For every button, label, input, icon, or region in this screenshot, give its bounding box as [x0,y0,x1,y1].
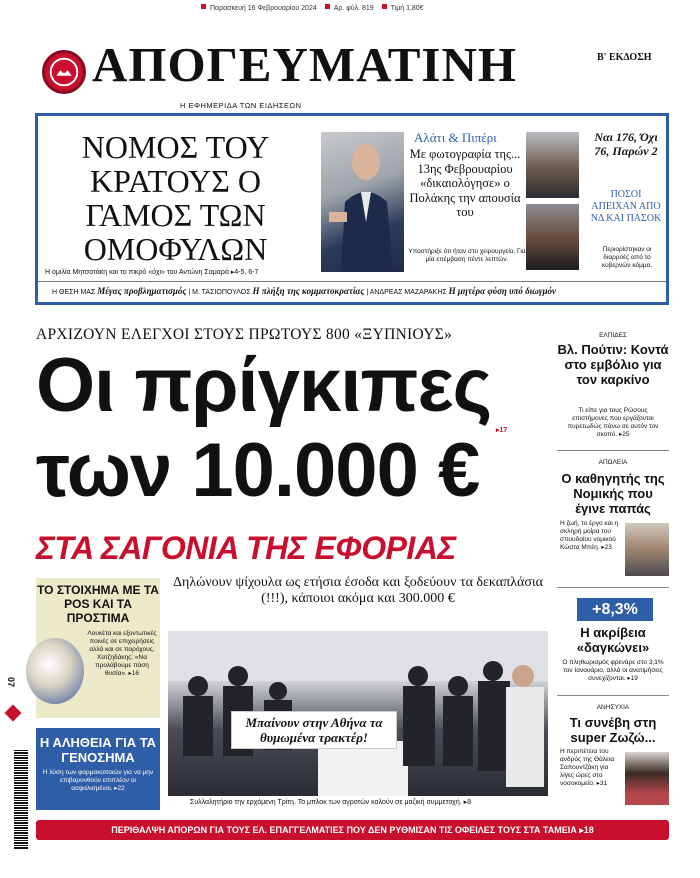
inflation-badge: +8,3% [577,598,653,621]
photo-overlay-caption: Μπαίνουν στην Αθήνα τα θυμωμένα τρακτέρ! [231,711,397,749]
kathigitis-headline: Ο καθηγητής της Νομικής που έγινε παπάς [561,471,665,516]
divider [557,450,669,451]
health-text: Η λύση των φαρμακοποιών για να μην επιβαρυνθούν επιπλέον οι ασφαλισμένοι. ▸22 [42,769,154,792]
main-kicker: ΑΡΧΙΖΟΥΝ ΕΛΕΓΧΟΙ ΣΤΟΥΣ ΠΡΩΤΟΥΣ 800 «ΞΥΠΝΙΟΥΣ» [36,326,453,343]
nomos-headline: ΝΟΜΟΣ ΤΟΥ ΚΡΑΤΟΥΣ Ο ΓΑΜΟΣ ΤΩΝ ΟΜΟΦΥΛΩΝ [81,129,270,267]
putin-text: Τι είπε για τους Ρώσους επιστήμονες που εργάζονται πυρετωδώς πάνω σε αυτόν τον σκοπό. ▸25 [567,407,659,438]
barcode [14,750,28,850]
columns-row: Η ΘΕΣΗ ΜΑΣ Μέγας προβληματισμός | Μ. ΤΑΣΙΟΠΟΥΛΟΣ Η πλήξη της κομματοκρατίας | ΑΝΔΡΕΑΣ ΜΑΖΑΡΑΚΗΣ Η μητέρα φύση υπό διωγμόν [52,286,557,296]
pos-title: ΤΟ ΣΤΟΙΧΗΜΑ ΜΕ ΤΑ POS ΚΑΙ ΤΑ ΠΡΟΣΤΙΜΑ [37,583,159,625]
akriveia-text: Ο πληθωρισμός φρενάρε στο 3,1% τον Ιανουάριο, αλλά οι ανατιμήσεις συνεχίζονται. ▸19 [562,659,664,682]
apoleia-tag: ΑΠΩΛΕΙΑ [598,459,628,466]
vote-result: Ναι 176, Όχι 76, Παρών 2 [594,130,658,158]
column-title: Η μητέρα φύση υπό διωγμόν [448,286,557,296]
alati-text: Με φωτογραφία της... 13ης Φεβρουαρίου «δικαιολόγησε» ο Πολάκης την απουσία του [409,147,521,219]
divider [557,695,669,696]
zozo-headline: Τι συνέβη στη super Ζωζώ... [569,715,657,745]
pos-text: Λουκέτα και εξοντωτικές ποινές σε επιχειρήσεις αλλά και σε παρόχους. Χατζηδάκης: «Να προλάβουμε πάση θυσία». ▸16 [87,630,157,677]
zozo-text: Η περιπέτεια του ανδρός της Θάλεια Σαπουντζάκη για λίγες ώρες στο νοσοκομείο. ▸31 [560,748,615,787]
alati-caption: Υποστήριξε ότι ήταν στο χειρουργείο. Για μία επέμβαση πέντε λεπτών. [408,248,526,263]
page-ref: ▸17 [496,427,508,434]
dateline: Παρασκευή 16 Φεβρουαρίου 2024 Αρ. φύλ. 819 Τιμή 1,80€ [195,4,424,12]
putin-headline: Βλ. Πούτιν: Κοντά στο εμβόλιο για τον καρκίνο [557,342,669,387]
column-author: ΑΝΔΡΕΑΣ ΜΑΖΑΡΑΚΗΣ [369,289,447,296]
logo-seal-icon [42,50,86,94]
column-author: Η ΘΕΣΗ ΜΑΣ [52,289,96,296]
main-headline-line2: των 10.000 € [36,428,480,513]
anixyxia-tag: ΑΝΗΣΥΧΙΑ [596,704,630,711]
kathigitis-photo [625,523,669,576]
nomos-caption: Η ομιλία Μητσοτάκη και το πικρό «όχι» του Αντώνη Σαμαρά ▸4-5, 6-7 [45,269,259,276]
deck: Δηλώνουν ψίχουλα ως ετήσια έσοδα και ξοδεύουν τα δεκαπλάσια (!!!), κάποιοι ακόμα και 300.000 € [173,575,543,606]
column-title: Η πλήξη της κομματοκρατίας [252,286,365,296]
akriveia-headline: Η ακρίβεια «δαγκώνει» [576,625,650,655]
column-author: Μ. ΤΑΣΙΟΠΟΥΛΟΣ [192,289,251,296]
polakis-photo-1 [526,132,579,198]
pm-photo [321,132,404,272]
polakis-photo-2 [526,204,579,270]
sub-headline: ΣΤΑ ΣΑΓΟΝΙΑ ΤΗΣ ΕΦΟΡΙΑΣ [36,530,456,566]
posoi-caption: Περιορίστηκαν οι διαρροές από το κυβερνών κόμμα. [601,246,653,269]
newspaper-title: ΑΠΟΓΕΥΜΑΤΙΝΗ [92,37,517,92]
kathigitis-text: Η ζωή, το έργο και η σκληρή μοίρα του σπουδαίου νομικού Κώστα Μπέη. ▸23 [560,520,619,551]
posoi-headline: ΠΟΣΟΙ ΑΠΕΙΧΑΝ ΑΠΟ ΝΔ ΚΑΙ ΠΑΣΟΚ [590,189,662,224]
bottom-banner: ΠΕΡΙΘΑΛΨΗ ΑΠΟΡΩΝ ΓΙΑ ΤΟΥΣ ΕΛ. ΕΠΑΓΓΕΛΜΑΤΙΕΣ ΠΟΥ ΔΕΝ ΡΥΘΜΙΣΑΝ ΤΙΣ ΟΦΕΙΛΕΣ ΤΟΥΣ ΣΤΑ ΤΑΜΕΙΑ ▸18 [36,820,669,840]
photo-caption: Συλλαλητήριο την ερχόμενη Τρίτη. Το μπλοκ των αγροτών καλούν σε μαζική συμμετοχή. ▸8 [190,799,472,806]
week-number: 07 [6,676,17,688]
pos-terminal-image [26,638,84,704]
diamond-icon [5,705,22,722]
column-title: Μέγας προβληματισμός [97,286,187,296]
edition-label: Β' ΕΚΔΟΣΗ [597,52,652,63]
elpides-tag: ΕΛΠΙΔΕΣ [599,332,627,339]
divider [38,281,666,282]
main-headline-line1: Οι πρίγκιπες [36,343,492,428]
health-title: Η ΑΛΗΘΕΙΑ ΓΙΑ ΤΑ ΓΕΝΟΣΗΜΑ [39,735,157,765]
alati-label: Αλάτι & Πιπέρι [414,130,497,145]
zozo-photo [625,752,669,805]
newspaper-subtitle: Η ΕΦΗΜΕΡΙΔΑ ΤΩΝ ΕΙΔΗΣΕΩΝ [180,101,302,110]
divider [557,587,669,588]
